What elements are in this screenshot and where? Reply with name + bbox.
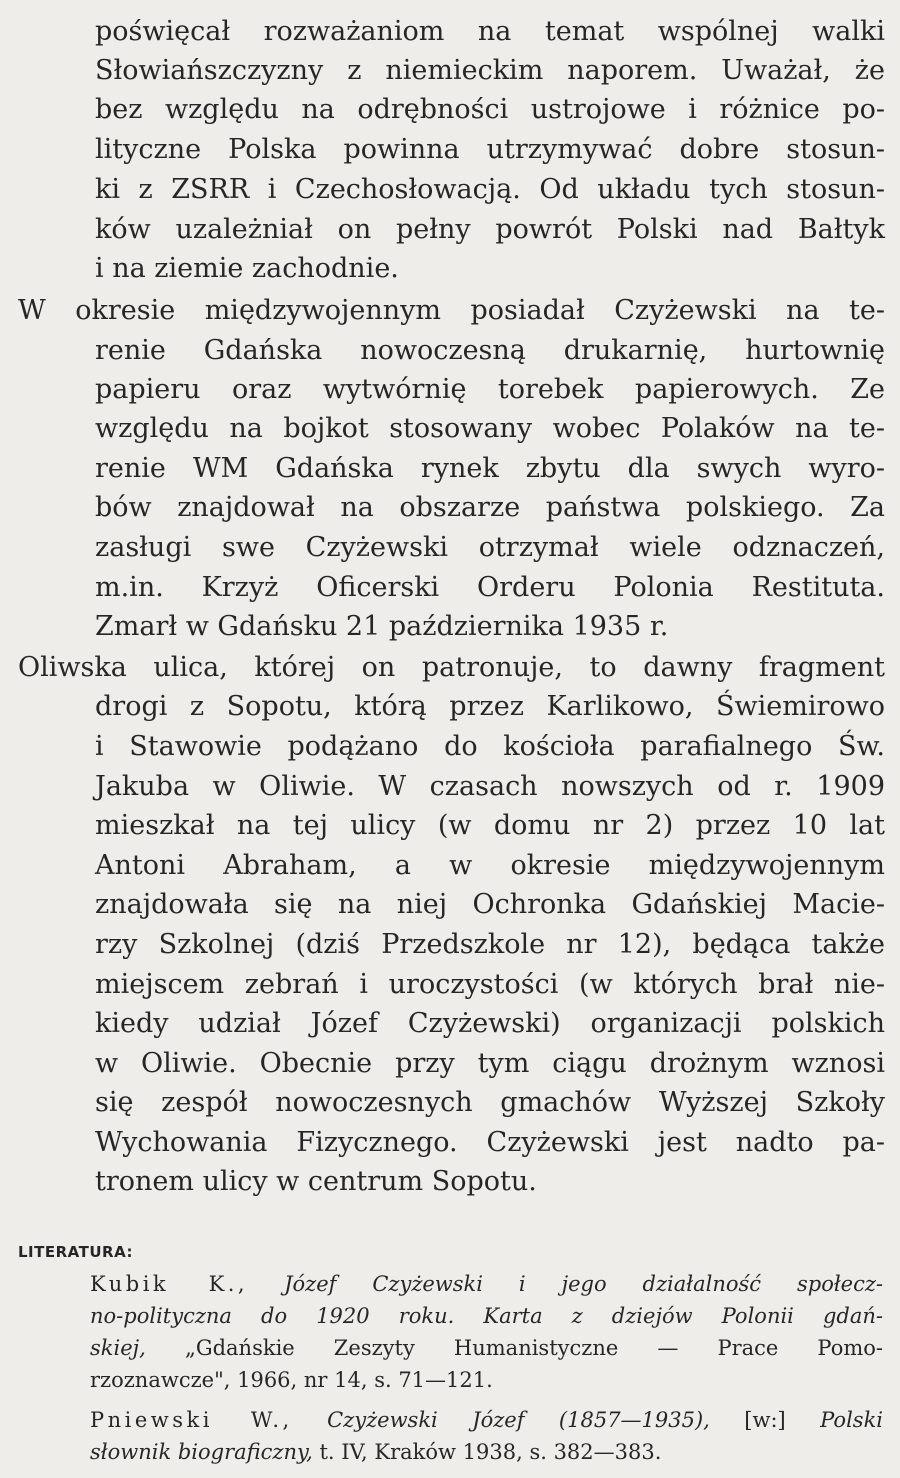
text-line: papieru oraz wytwórnię torebek papierowych. Ze: [95, 374, 885, 405]
text-line: renie WM Gdańska rynek zbytu dla swych wyro-: [95, 453, 885, 484]
reference-title: Czyżewski Józef (1857—1935),: [327, 1408, 710, 1432]
paragraph-first-line: W okresie międzywojennym posiadał Czyżewski na te-: [18, 295, 885, 326]
text-line: Słowiańszczyzny z niemieckim naporem. Uważał, że: [95, 55, 885, 86]
text-line: m.in. Krzyż Oficerski Orderu Polonia Restituta.: [95, 572, 885, 603]
text-line: bez względu na odrębności ustrojowe i różnice po-: [95, 94, 885, 125]
text-line: Zmarł w Gdańsku 21 października 1935 r.: [95, 611, 669, 642]
text-line: bów znajdował na obszarze państwa polskiego. Za: [95, 492, 885, 523]
text-line: tronem ulicy w centrum Sopotu.: [95, 1166, 537, 1197]
reference-source: t. IV, Kraków 1938, s. 382—383.: [319, 1440, 662, 1464]
text-line: się zespół nowoczesnych gmachów Wyższej Szkoły: [95, 1087, 885, 1118]
text-line: znajdowała się na niej Ochronka Gdańskiej Macie-: [95, 889, 885, 920]
text-line: i na ziemie zachodnie.: [95, 253, 399, 284]
text-line: poświęcał rozważaniom na temat wspólnej walki: [95, 16, 885, 47]
reference-author: Kubik K.,: [90, 1272, 249, 1296]
text-line: mieszkał na tej ulicy (w domu nr 2) przez 10 lat: [95, 810, 885, 841]
reference-line: [90, 1404, 883, 1436]
text-line: drogi z Sopotu, którą przez Karlikowo, Świemirowo: [95, 691, 885, 722]
text-line: Antoni Abraham, a w okresie międzywojennym: [95, 850, 885, 881]
reference-book: słownik biograficzny,: [90, 1440, 313, 1464]
reference-line: rzoznawcze", 1966, nr 14, s. 71—121.: [90, 1368, 493, 1392]
reference-book: Polski: [820, 1408, 884, 1432]
text-line: renie Gdańska nowoczesną drukarnię, hurtownię: [95, 335, 885, 366]
reference-line: [90, 1332, 883, 1364]
reference-source: „Gdańskie Zeszyty Humanistyczne — Prace Pomo-: [184, 1336, 883, 1360]
reference-line: [90, 1436, 883, 1468]
text-line: rzy Szkolnej (dziś Przedszkole nr 12), będąca także: [95, 929, 885, 960]
text-line: kiedy udział Józef Czyżewski) organizacji polskich: [95, 1008, 885, 1039]
text-line: Wychowania Fizycznego. Czyżewski jest nadto pa-: [95, 1127, 885, 1158]
text-line: względu na bojkot stosowany wobec Polaków na te-: [95, 413, 885, 444]
reference-title: skiej,: [90, 1336, 146, 1360]
text-line: w Oliwie. Obecnie przy tym ciągu drożnym wznosi: [95, 1048, 885, 1079]
text-line: zasługi swe Czyżewski otrzymał wiele odznaczeń,: [95, 532, 885, 563]
text-line: ków uzależniał on pełny powrót Polski nad Bałtyk: [95, 214, 885, 245]
literature-heading: LITERATURA:: [18, 1243, 133, 1261]
reference-line: [90, 1268, 883, 1300]
reference-line: no-polityczna do 1920 roku. Karta z dziejów Polonii gdań-: [90, 1304, 883, 1328]
text-line: i Stawowie podążano do kościoła parafialnego Św.: [95, 731, 885, 762]
paragraph-first-line: Oliwska ulica, której on patronuje, to dawny fragment: [18, 652, 885, 683]
text-line: lityczne Polska powinna utrzymywać dobre stosun-: [95, 134, 885, 165]
reference-in: [w:]: [744, 1408, 786, 1432]
text-line: ki z ZSRR i Czechosłowacją. Od układu tych stosun-: [95, 174, 885, 205]
reference-author: Pniewski W.,: [90, 1408, 293, 1432]
text-line: Jakuba w Oliwie. W czasach nowszych od r. 1909: [95, 771, 885, 802]
reference-title: Józef Czyżewski i jego działalność społecz-: [284, 1272, 883, 1296]
text-line: miejscem zebrań i uroczystości (w których brał nie-: [95, 969, 885, 1000]
